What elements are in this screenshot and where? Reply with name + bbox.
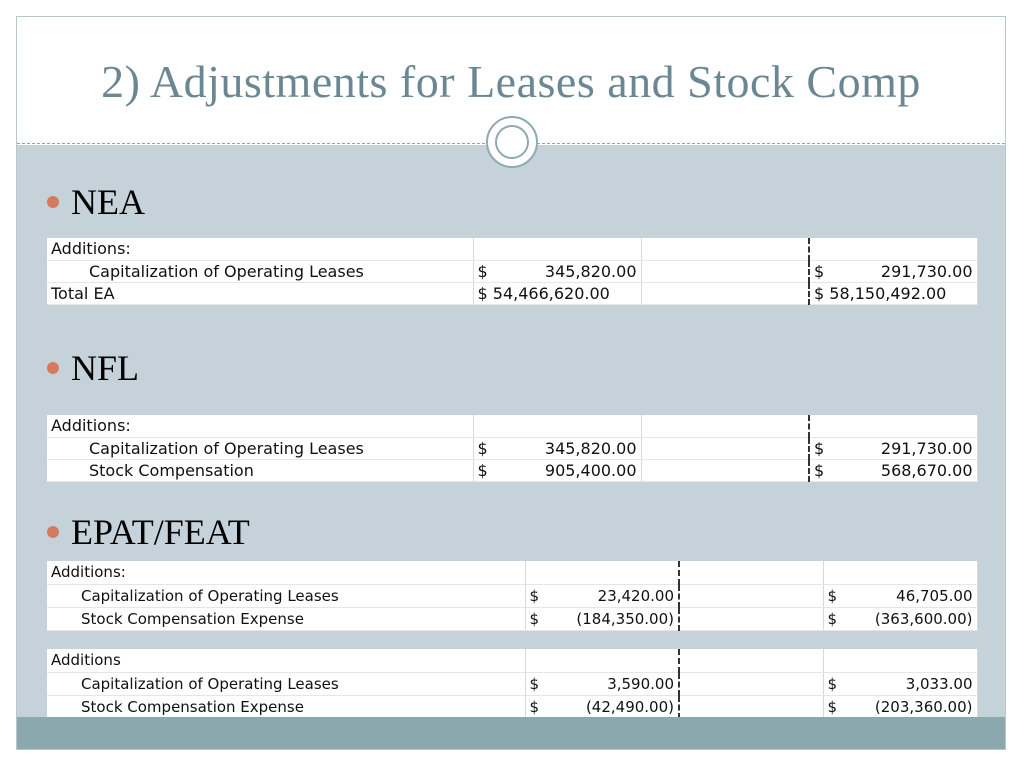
amount-cell [809,437,977,459]
row-label: Additions: [47,238,473,260]
amount-cell [823,695,977,718]
currency-symbol: $ [814,283,825,303]
amount-value: (184,350.00) [576,609,674,628]
amount-cell [473,415,641,437]
spacer-cell [679,649,823,672]
currency-symbol: $ [477,460,488,480]
row-label: Stock Compensation Expense [47,607,525,630]
row-label: Total EA [47,282,473,304]
table-row [47,282,977,304]
spacer-cell [679,561,823,584]
amount-cell [823,561,977,584]
amount-value: 46,705.00 [896,586,973,605]
amount-cell [809,459,977,481]
currency-symbol: $ [827,697,838,716]
amount-value: 568,670.00 [880,460,973,480]
row-label: Additions [47,649,525,672]
spacer-cell [641,415,809,437]
currency-symbol: $ [477,261,488,281]
row-label: Capitalization of Operating Leases [47,260,473,282]
currency-symbol: $ [827,586,838,605]
amount-value: (363,600.00) [874,609,973,628]
row-label: Capitalization of Operating Leases [47,437,473,459]
amount-value: (203,360.00) [874,697,973,716]
amount-cell [525,672,679,695]
row-label: Additions: [47,415,473,437]
spacer-cell [641,437,809,459]
currency-symbol: $ [529,586,540,605]
table-row [47,695,977,718]
amount-cell [473,459,641,481]
row-label: Stock Compensation [47,459,473,481]
amount-value: 291,730.00 [880,261,973,281]
spacer-cell [641,260,809,282]
bullet-dot-icon [47,526,59,538]
amount-value: (42,490.00) [585,697,674,716]
amount-cell [823,584,977,607]
amount-value: 58,150,492.00 [829,283,947,303]
spacer-cell [679,584,823,607]
epat-table-2 [47,649,978,719]
amount-cell [823,607,977,630]
amount-cell [473,238,641,260]
bullet-dot-icon [47,362,59,374]
bullet-label: NFL [71,348,140,388]
table-row [47,415,977,437]
currency-symbol: $ [529,697,540,716]
amount-value: 54,466,620.00 [492,283,610,303]
slide-title: 2) Adjustments for Leases and Stock Comp [101,56,921,107]
table-row [47,584,977,607]
currency-symbol: $ [477,283,488,303]
amount-cell [525,649,679,672]
circle-ornament-icon [486,116,538,168]
bullet-epat-feat [47,511,250,553]
table-row [47,561,977,584]
amount-cell [525,561,679,584]
table-row [47,459,977,481]
bullet-nea [47,181,145,223]
row-label: Additions: [47,561,525,584]
amount-cell [823,649,977,672]
currency-symbol: $ [827,674,838,693]
table-row [47,238,977,260]
amount-cell [473,260,641,282]
table-row [47,672,977,695]
slide [16,16,1006,750]
nfl-table [47,415,978,482]
amount-cell [525,607,679,630]
table-row [47,649,977,672]
amount-cell [823,672,977,695]
table-row [47,437,977,459]
amount-cell [809,260,977,282]
spacer-cell [679,672,823,695]
spacer-cell [641,459,809,481]
amount-value: 23,420.00 [597,586,674,605]
currency-symbol: $ [814,460,825,480]
amount-value: 345,820.00 [544,261,637,281]
row-label: Capitalization of Operating Leases [47,584,525,607]
bullet-label: NEA [71,182,145,222]
bullet-label: EPAT/FEAT [71,512,250,552]
bullet-dot-icon [47,196,59,208]
nea-table [47,238,978,305]
amount-cell [809,238,977,260]
bullet-nfl [47,347,139,389]
row-label: Capitalization of Operating Leases [47,672,525,695]
amount-cell [473,437,641,459]
amount-cell [809,415,977,437]
table-row [47,260,977,282]
amount-cell [473,282,641,304]
currency-symbol: $ [814,261,825,281]
amount-cell [525,584,679,607]
footer-band [17,717,1005,749]
spacer-cell [641,238,809,260]
amount-cell [525,695,679,718]
currency-symbol: $ [477,438,488,458]
currency-symbol: $ [827,609,838,628]
row-label: Stock Compensation Expense [47,695,525,718]
table-row [47,607,977,630]
amount-cell [809,282,977,304]
currency-symbol: $ [814,438,825,458]
amount-value: 905,400.00 [544,460,637,480]
spacer-cell [679,695,823,718]
amount-value: 345,820.00 [544,438,637,458]
amount-value: 291,730.00 [880,438,973,458]
currency-symbol: $ [529,674,540,693]
currency-symbol: $ [529,609,540,628]
epat-table-1 [47,561,978,631]
spacer-cell [679,607,823,630]
amount-value: 3,590.00 [607,674,674,693]
spacer-cell [641,282,809,304]
amount-value: 3,033.00 [905,674,973,693]
